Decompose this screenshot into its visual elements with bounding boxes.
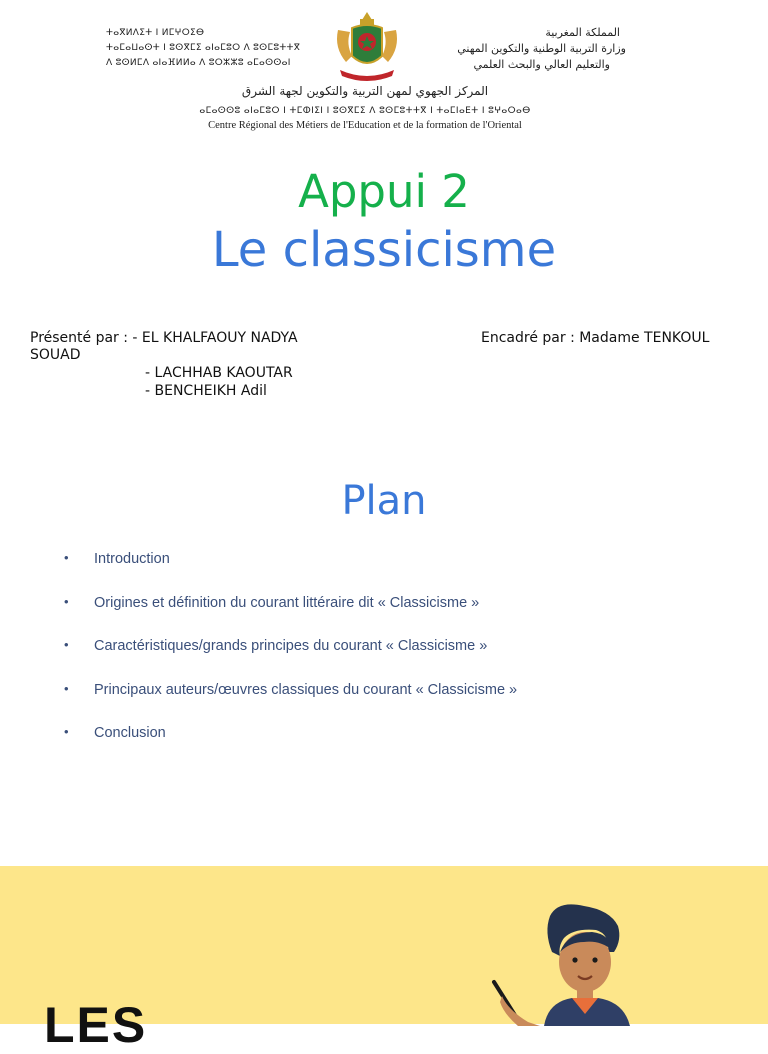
plan-title: Plan [341, 478, 427, 524]
plan-item-text: Conclusion [94, 725, 166, 742]
tifinagh-line-3: ⴷ ⵓⵙⵍⵎⴷ ⴰⵏⴰⴼⵍⵍⴰ ⴷ ⵓⵔⵣⵣⵓ ⴰⵎⴰⵙⵙⴰⵏ [106, 58, 291, 68]
bullet-icon: • [64, 637, 69, 653]
tifinagh-line-1: ⵜⴰⴳⵍⴷⵉⵜ ⵏ ⵍⵎⵖⵔⵉⴱ [106, 28, 205, 38]
slide-title [0, 0, 768, 430]
institution-header [100, 8, 630, 136]
teacher-illustration-icon [488, 902, 648, 1026]
presenter-line-1-wrap: SOUAD [30, 347, 81, 363]
slide-subtitle-classicisme: Le classicisme [211, 222, 557, 278]
bullet-icon: • [64, 550, 69, 565]
plan-item-text: Introduction [94, 551, 170, 567]
slide-les-title: LES [44, 997, 148, 1053]
slide-les [0, 866, 768, 1053]
arabic-line-3: والتعليم العالي والبحث العلمي [473, 58, 610, 71]
presenter-line-1: Présenté par : - EL KHALFAOUY NADYA [30, 330, 298, 346]
arabic-line-1: المملكة المغربية [545, 26, 620, 39]
slide-title-appui: Appui 2 [298, 165, 470, 218]
plan-item-text: Principaux auteurs/œuvres classiques du courant « Classicisme » [94, 681, 518, 698]
center-name-arabic: المركز الجهوي لمهن التربية والتكوين لجهة الشرق [241, 84, 489, 98]
center-name-tifinagh: ⴰⵎⴰⵙⵙⵓ ⴰⵏⴰⵎⵓⵔ ⵏ ⵜⵎⵀⵏⵉⵏ ⵏ ⵓⵙⴳⵎⵉ ⴷ ⵓⵙⵎⵓⵜⵜⴳ ⵏ ⵜⴰⵎⵏⴰⴹⵜ ⵏ ⵓⵖⴰⵔⴰⴱ [199, 106, 531, 116]
arabic-line-2: وزارة التربية الوطنية والتكوين المهني [457, 42, 626, 55]
plan-item-text: Origines et définition du courant littéraire dit « Classicisme » [94, 594, 480, 611]
plan-item-text: Caractéristiques/grands principes du courant « Classicisme » [94, 638, 488, 655]
tifinagh-line-2: ⵜⴰⵎⴰⵡⴰⵙⵜ ⵏ ⵓⵙⴳⵎⵉ ⴰⵏⴰⵎⵓⵔ ⴷ ⵓⵙⵎⵓⵜⵜⴳ [106, 43, 301, 53]
presenter-line-2: - LACHHAB KAOUTAR [145, 365, 293, 381]
moroccan-coat-of-arms-icon [332, 10, 402, 84]
center-name-french: Centre Régional des Métiers de l'Education et de la formation de l'Oriental [208, 120, 522, 131]
slide-plan [0, 430, 768, 866]
supervisor-text: Encadré par : Madame TENKOUL [481, 330, 710, 346]
bullet-icon: • [64, 680, 69, 696]
bullet-icon: • [64, 724, 69, 740]
bullet-icon: • [64, 593, 69, 609]
presenter-line-3: - BENCHEIKH Adil [145, 383, 267, 399]
